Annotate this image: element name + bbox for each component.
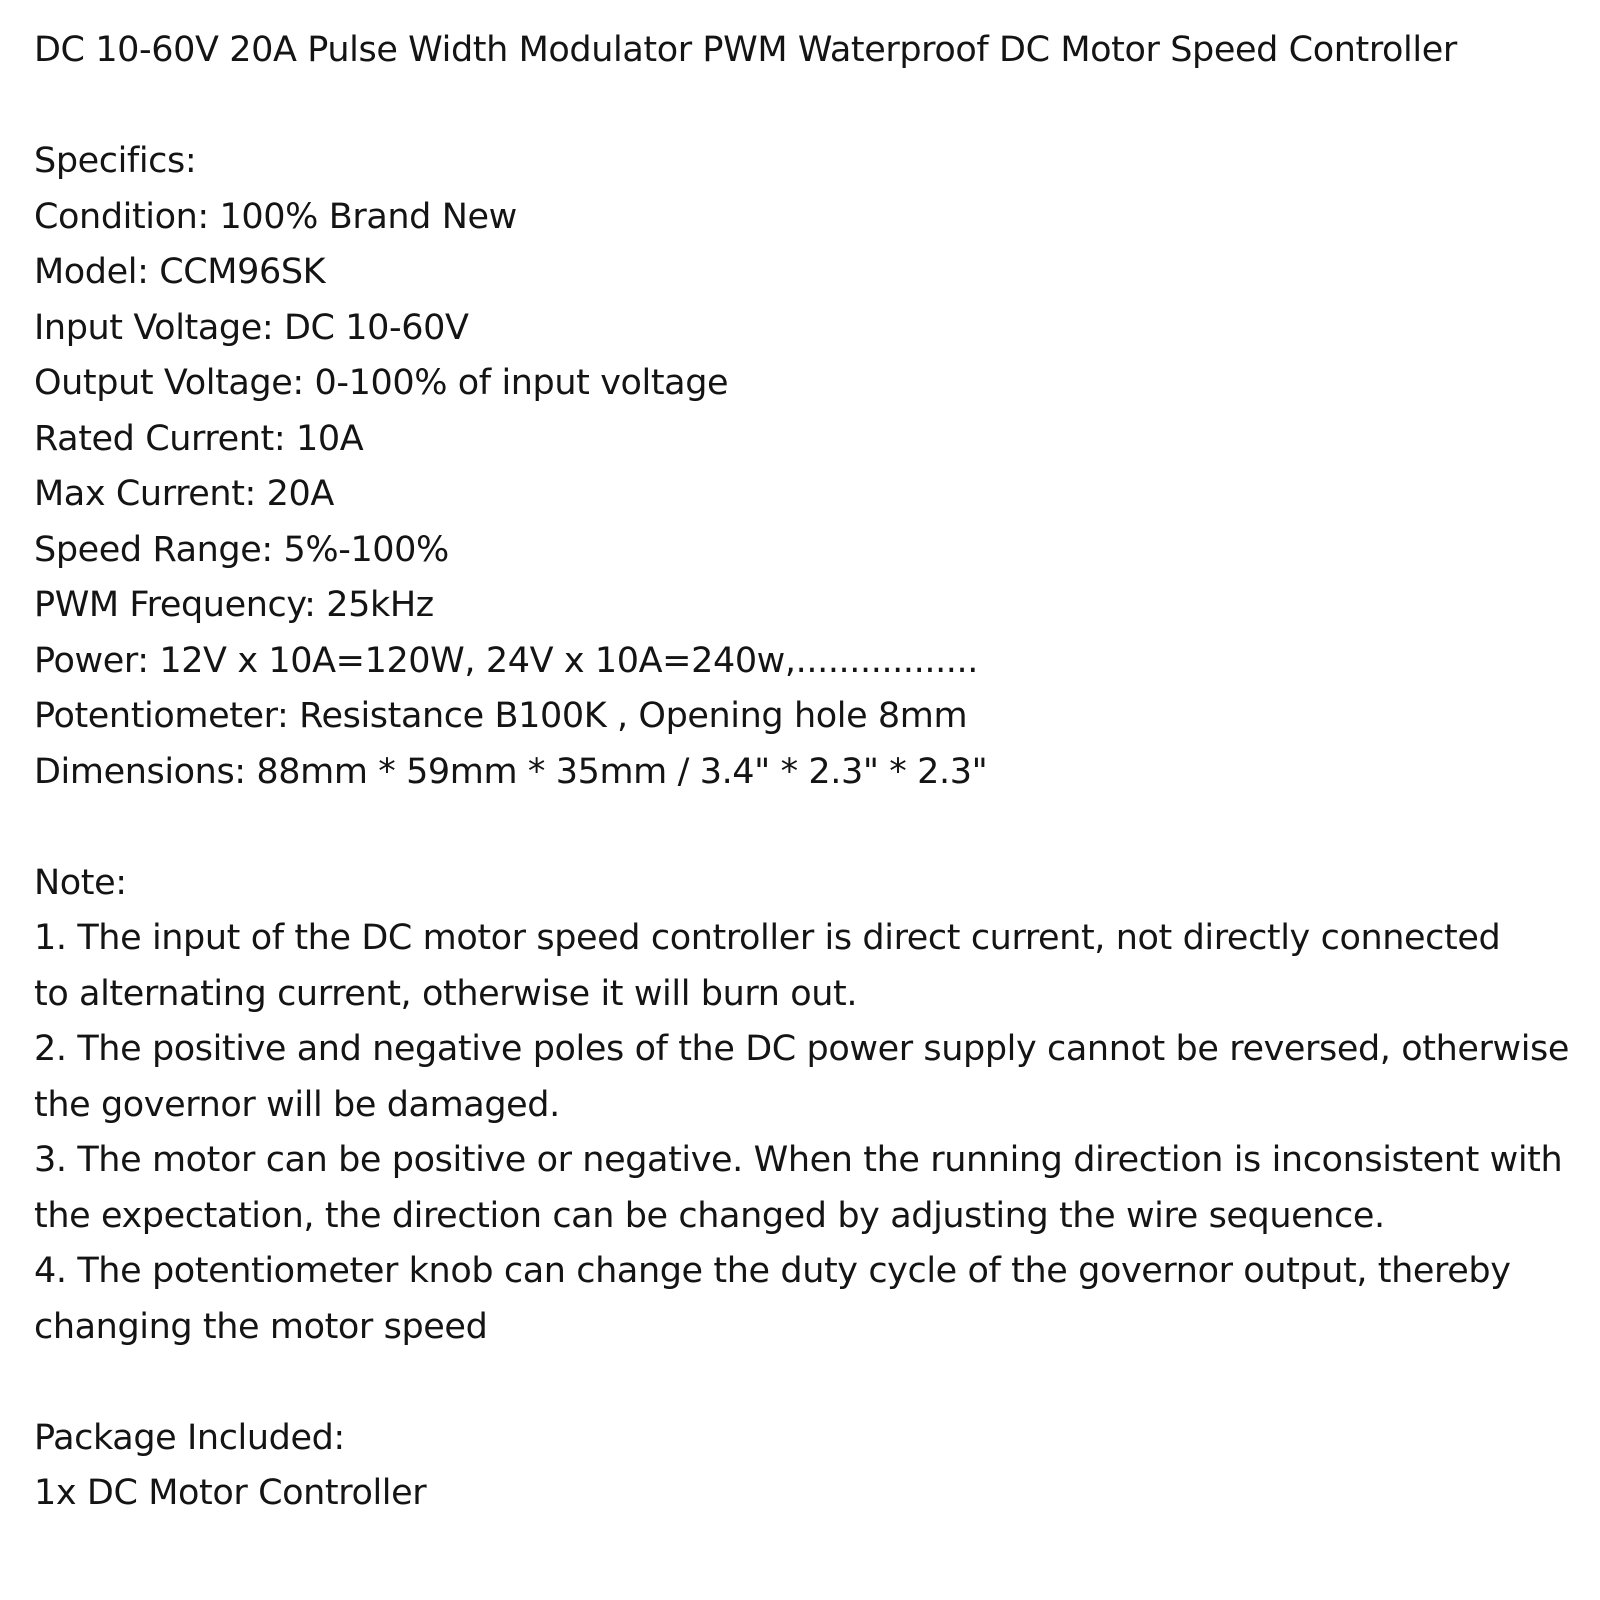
product-description [34,23,1574,1522]
spacer [34,79,1574,135]
note-line: 3. The motor can be positive or negative. When the running direction is inconsistent with [34,1140,1563,1180]
product-title: DC 10-60V 20A Pulse Width Modulator PWM Waterproof DC Motor Speed Controller [34,30,1457,70]
spec-dimensions: Dimensions: 88mm * 59mm * 35mm / 3.4" * 2.3" * 2.3" [34,751,988,792]
note-line: the expectation, the direction can be changed by adjusting the wire sequence. [34,1195,1385,1236]
spacer [34,800,1574,856]
spec-model: Model: CCM96SK [34,252,326,292]
package-heading: Package Included: [34,1417,345,1458]
spec-rated-current: Rated Current: 10A [34,418,364,459]
note-line: 2. The positive and negative poles of the DC power supply cannot be reversed, otherwise [34,1029,1570,1069]
spec-speed-range: Speed Range: 5%-100% [34,529,449,570]
specifics-heading: Specifics: [34,141,197,181]
package-item: 1x DC Motor Controller [34,1473,427,1513]
spec-condition: Condition: 100% Brand New [34,196,517,237]
spec-power: Power: 12V x 10A=120W, 24V x 10A=240w,................. [34,640,978,681]
spacer [34,1355,1574,1411]
note-heading: Note: [34,862,127,903]
note-line: changing the motor speed [34,1306,488,1347]
spec-potentiometer: Potentiometer: Resistance B100K , Opening hole 8mm [34,696,968,736]
note-line: the governor will be damaged. [34,1084,560,1125]
note-line: to alternating current, otherwise it will burn out. [34,973,858,1014]
spec-pwm-frequency: PWM Frequency: 25kHz [34,585,434,625]
spec-max-current: Max Current: 20A [34,474,334,514]
note-line: 4. The potentiometer knob can change the duty cycle of the governor output, thereby [34,1251,1511,1291]
spec-input-voltage: Input Voltage: DC 10-60V [34,307,469,348]
note-line: 1. The input of the DC motor speed controller is direct current, not directly connected [34,918,1501,958]
spec-output-voltage: Output Voltage: 0-100% of input voltage [34,363,729,403]
